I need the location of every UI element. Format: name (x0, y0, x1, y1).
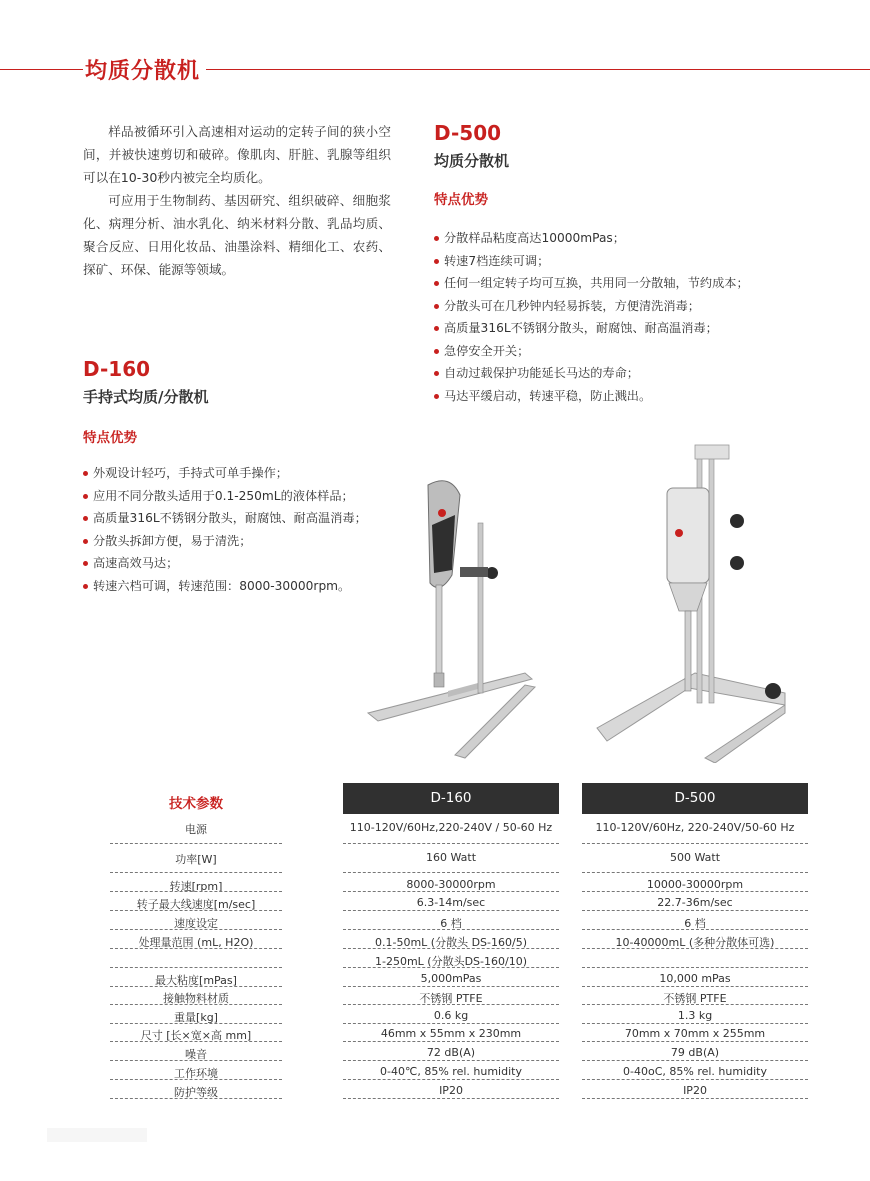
row-separator (582, 1041, 808, 1042)
spec-d500-value: 0-40oC, 85% rel. humidity (623, 1065, 767, 1078)
spec-d160-value: 0-40℃, 85% rel. humidity (380, 1065, 522, 1078)
row-separator (582, 929, 808, 930)
row-separator (343, 986, 559, 987)
spec-d500-value: 不锈钢 PTFE (663, 992, 727, 1005)
row-separator (110, 843, 282, 844)
row-separator (110, 967, 282, 968)
feature-item: 任何一组定转子均可互换，共用同一分散轴，节约成本； (434, 272, 749, 295)
spec-d500-value: IP20 (683, 1084, 707, 1097)
row-separator (343, 929, 559, 930)
spec-d160-value: 6.3-14m/sec (416, 896, 486, 909)
row-separator (110, 1098, 282, 1099)
spec-d500-value: 10-40000mL (多种分散体可选) (615, 936, 775, 949)
row-separator (582, 1004, 808, 1005)
spec-d160-value: 46mm x 55mm x 230mm (380, 1027, 522, 1040)
spec-column-d160: D-160 (343, 783, 559, 814)
feature-item: 高质量316L不锈钢分散头，耐腐蚀、耐高温消毒； (83, 507, 367, 530)
spec-label: 接触物料材质 (163, 992, 229, 1005)
row-separator (582, 1098, 808, 1099)
row-separator (343, 1060, 559, 1061)
feature-item: 分散头拆卸方便，易于清洗； (83, 530, 367, 553)
spec-column-d500: D-500 (582, 783, 808, 814)
spec-label: 防护等级 (174, 1086, 218, 1099)
row-separator (343, 872, 559, 873)
row-separator (110, 891, 282, 892)
spec-label: 处理量范围 (mL, H2O) (138, 936, 254, 949)
spec-label: 电源 (185, 823, 207, 836)
row-separator (110, 1060, 282, 1061)
row-separator (343, 967, 559, 968)
spec-label: 速度设定 (174, 917, 218, 930)
feature-item: 马达平缓启动，转速平稳，防止溅出。 (434, 385, 749, 408)
d160-features-title: 特点优势 (83, 430, 137, 446)
intro-paragraph: 可应用于生物制药、基因研究、组织破碎、细胞浆化、病理分析、油水乳化、纳米材料分散、乳品均质、聚合反应、日用化妆品、油墨涂料、精细化工、农药、探矿、环保、能源等领域。 (83, 193, 391, 277)
spec-d160-value: 0.1-50mL (分散头 DS-160/5) (374, 936, 527, 949)
row-separator (343, 948, 559, 949)
page-title: 均质分散机 (83, 54, 206, 85)
spec-label: 最大粘度[mPas] (155, 974, 237, 987)
feature-item: 分散头可在几秒钟内轻易拆装，方便清洗消毒； (434, 295, 749, 318)
spec-d500-value: 10000-30000rpm (646, 878, 744, 891)
feature-item: 分散样品粘度高达10000mPas； (434, 227, 749, 250)
spec-d500-value: 6 档 (684, 917, 706, 930)
d160-model: D-160 (83, 357, 151, 381)
spec-d160-value: 1-250mL (分散头DS-160/10) (374, 955, 527, 968)
row-separator (110, 1041, 282, 1042)
row-separator (582, 948, 808, 949)
spec-d500-value: 10,000 mPas (659, 972, 731, 985)
spec-label: 噪音 (185, 1048, 207, 1061)
spec-d160-value: IP20 (439, 1084, 463, 1097)
d500-model: D-500 (434, 121, 502, 145)
footer-mark (47, 1128, 147, 1142)
intro-paragraph: 样品被循环引入高速相对运动的定转子间的狭小空间，并被快速剪切和破碎。像肌肉、肝脏、乳腺等组织可以在10-30秒内被完全均质化。 (83, 124, 391, 185)
row-separator (582, 843, 808, 844)
spec-d160-value: 110-120V/60Hz,220-240V / 50-60 Hz (349, 821, 553, 834)
row-separator (582, 910, 808, 911)
spec-d160-value: 0.6 kg (433, 1009, 469, 1022)
d160-feature-list (83, 462, 367, 597)
spec-d160-value: 不锈钢 PTFE (419, 992, 483, 1005)
feature-item: 高质量316L不锈钢分散头，耐腐蚀、耐高温消毒； (434, 317, 749, 340)
row-separator (110, 1004, 282, 1005)
d160-product-image (360, 455, 550, 760)
d500-feature-list (434, 227, 749, 407)
spec-d160-value: 5,000mPas (420, 972, 482, 985)
spec-d500-value: 22.7-36m/sec (657, 896, 733, 909)
row-separator (582, 891, 808, 892)
row-separator (110, 910, 282, 911)
spec-label: 尺寸 [长×宽×高 mm] (140, 1029, 252, 1042)
row-separator (343, 843, 559, 844)
spec-label: 重量[kg] (174, 1011, 218, 1024)
spec-d500-value: 79 dB(A) (670, 1046, 720, 1059)
feature-item: 外观设计轻巧，手持式可单手操作； (83, 462, 367, 485)
feature-item: 应用不同分散头适用于0.1-250mL的液体样品； (83, 485, 367, 508)
spec-d500-value: 110-120V/60Hz, 220-240V/50-60 Hz (595, 821, 795, 834)
spec-title: 技术参数 (169, 796, 223, 812)
feature-item: 急停安全开关； (434, 340, 749, 363)
spec-d500-value: 70mm x 70mm x 255mm (624, 1027, 766, 1040)
d500-features-title: 特点优势 (434, 192, 488, 208)
title-rule-left (0, 69, 88, 70)
spec-d160-value: 8000-30000rpm (406, 878, 496, 891)
d500-subtitle: 均质分散机 (434, 152, 510, 170)
spec-d160-value: 72 dB(A) (426, 1046, 476, 1059)
row-separator (110, 1023, 282, 1024)
spec-label: 工作环境 (174, 1067, 218, 1080)
row-separator (343, 1098, 559, 1099)
d500-product-image (585, 443, 800, 763)
row-separator (343, 1041, 559, 1042)
title-rule-right (200, 69, 870, 70)
row-separator (110, 1079, 282, 1080)
row-separator (343, 1023, 559, 1024)
spec-d500-value: 1.3 kg (677, 1009, 713, 1022)
spec-label: 功率[W] (175, 853, 217, 866)
spec-d160-value: 160 Watt (425, 851, 477, 864)
row-separator (582, 1079, 808, 1080)
row-separator (110, 929, 282, 930)
row-separator (343, 891, 559, 892)
row-separator (582, 967, 808, 968)
row-separator (582, 986, 808, 987)
spec-label: 转速[rpm] (169, 880, 223, 893)
row-separator (110, 872, 282, 873)
row-separator (343, 1079, 559, 1080)
spec-d160-value: 6 档 (440, 917, 462, 930)
d160-subtitle: 手持式均质/分散机 (83, 388, 209, 406)
feature-item: 高速高效马达； (83, 552, 367, 575)
feature-item: 转速六档可调，转速范围：8000-30000rpm。 (83, 575, 367, 598)
intro-text (83, 120, 391, 281)
row-separator (343, 1004, 559, 1005)
row-separator (110, 948, 282, 949)
spec-d500-value: 500 Watt (669, 851, 721, 864)
row-separator (110, 986, 282, 987)
row-separator (582, 1023, 808, 1024)
spec-label: 转子最大线速度[m/sec] (136, 898, 256, 911)
feature-item: 转速7档连续可调； (434, 250, 749, 273)
row-separator (582, 1060, 808, 1061)
row-separator (582, 872, 808, 873)
row-separator (343, 910, 559, 911)
feature-item: 自动过载保护功能延长马达的寿命； (434, 362, 749, 385)
